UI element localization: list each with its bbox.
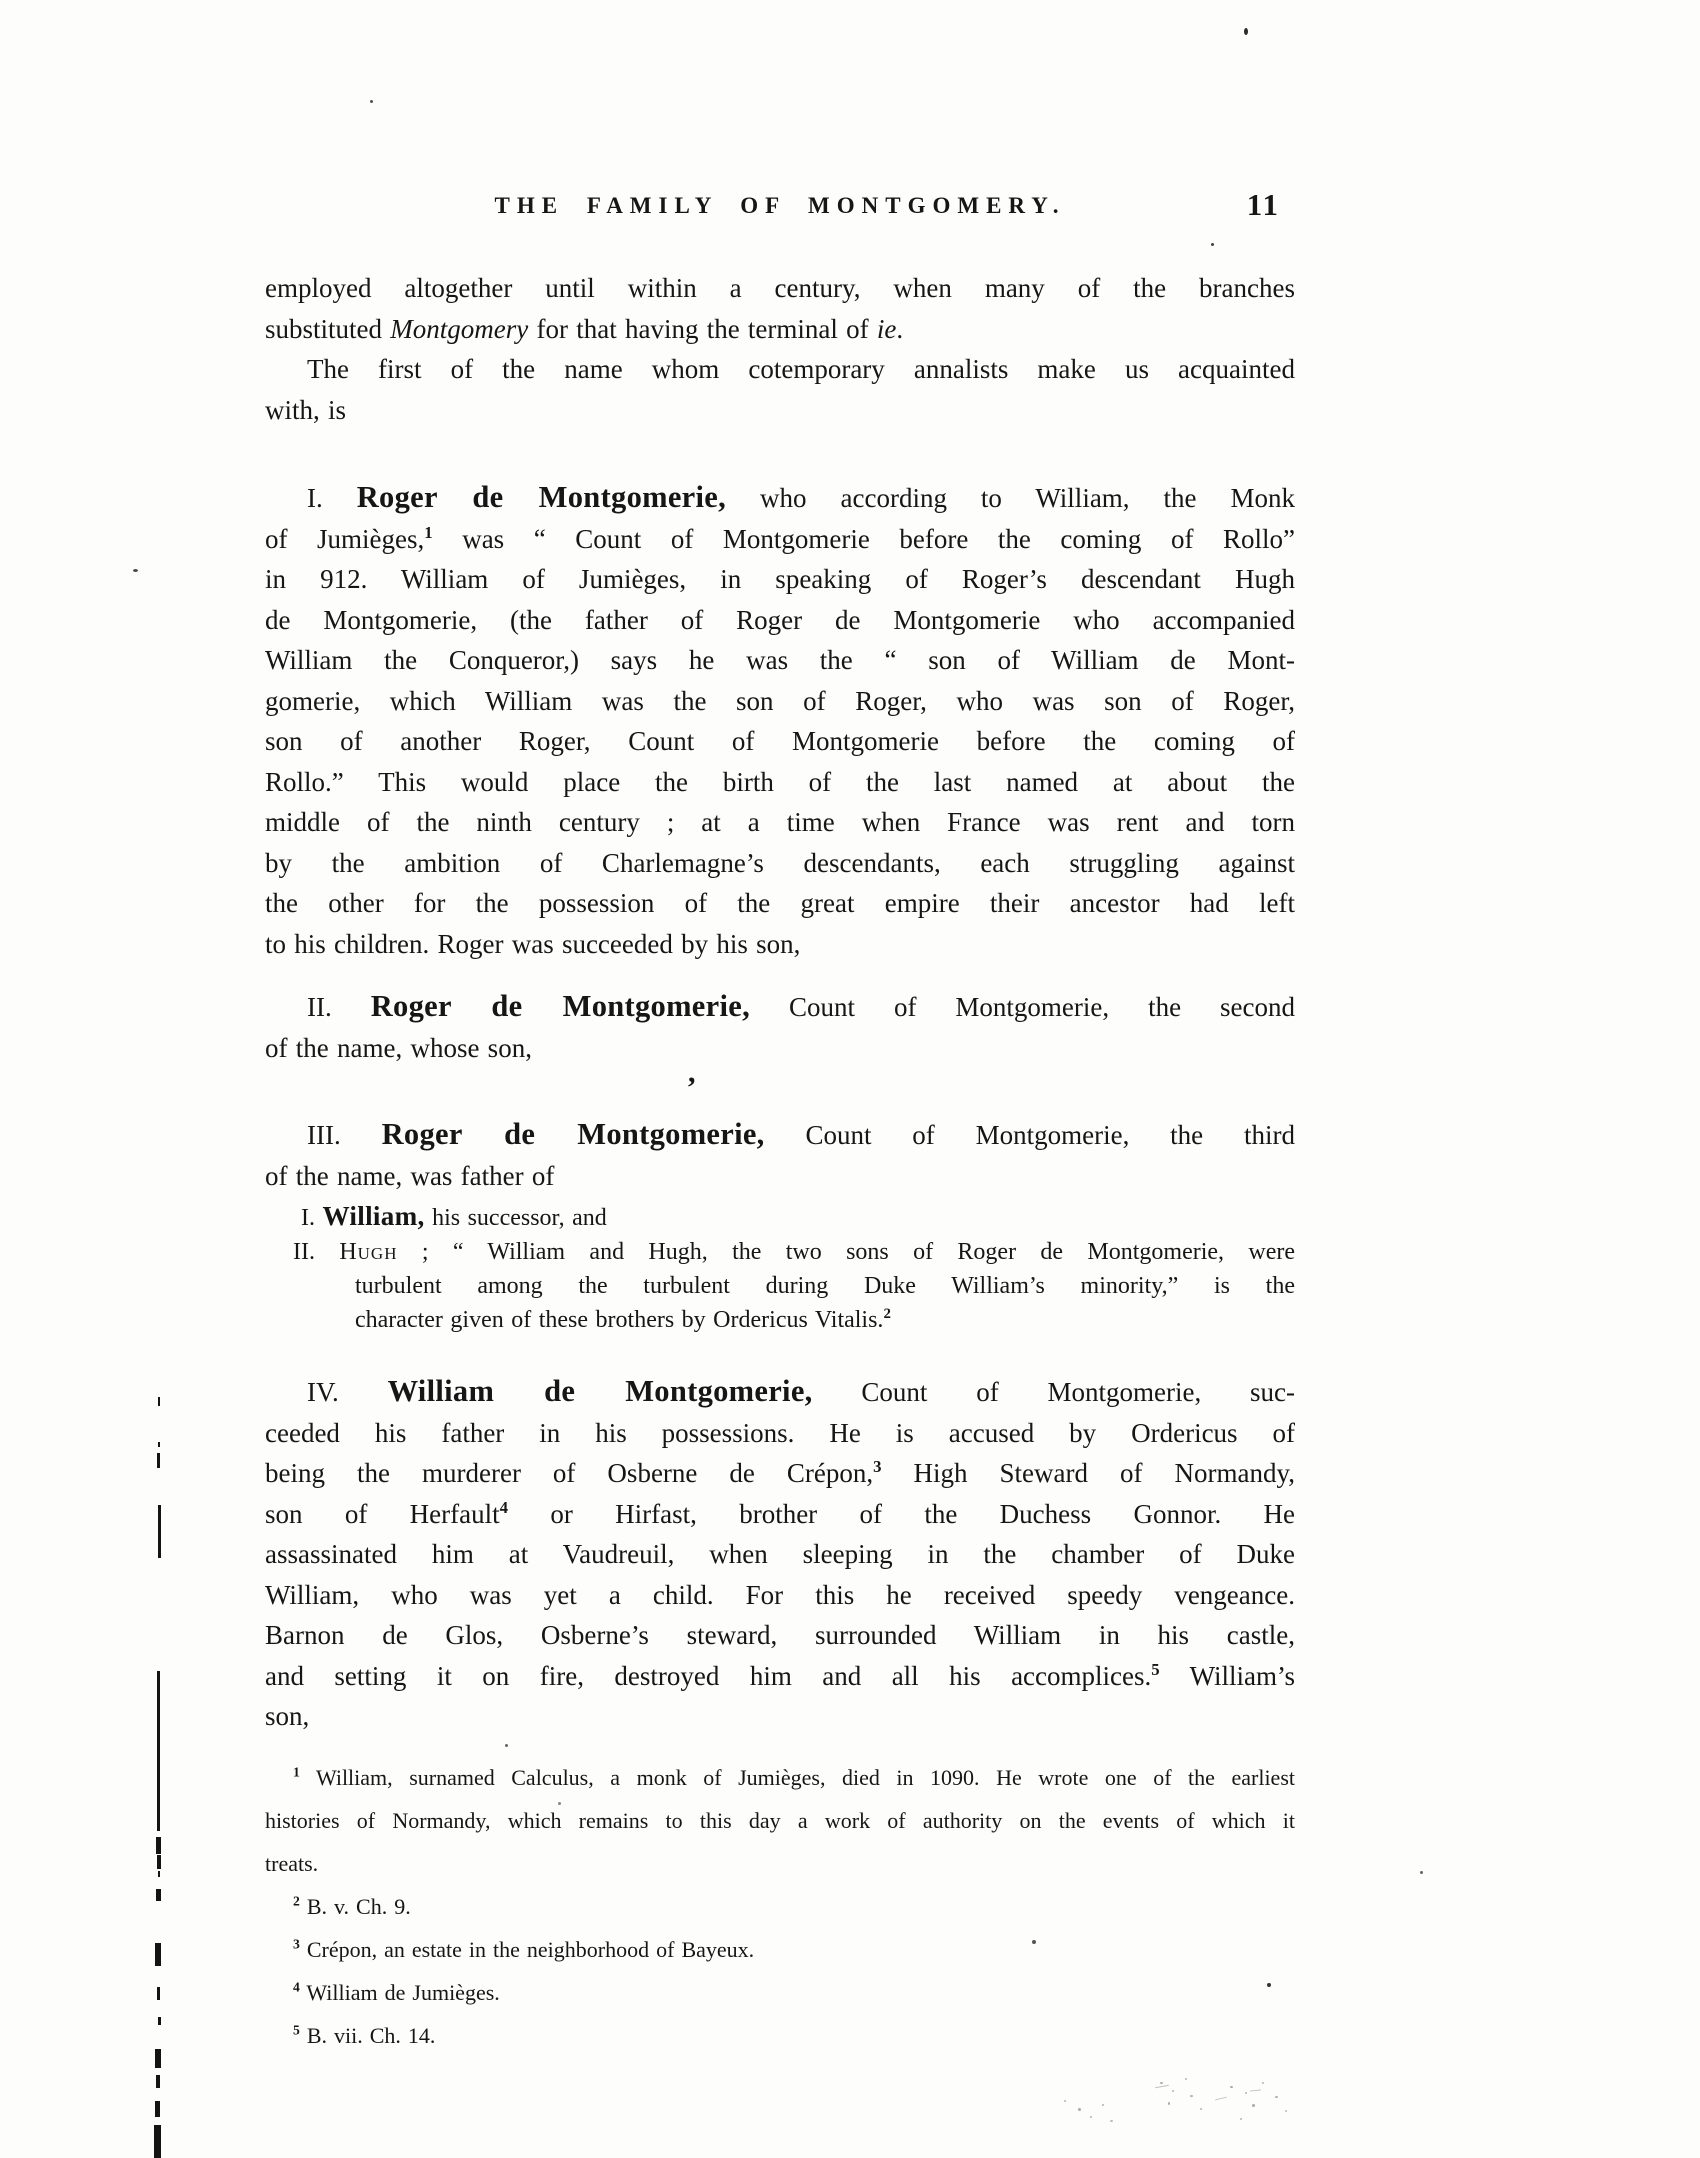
section-4-william-de-montgomerie: [265, 1371, 1295, 1737]
edge-mark: [156, 2075, 160, 2088]
text-run: his successor, and: [424, 1205, 607, 1231]
text-run: William’s: [1159, 1660, 1295, 1691]
text-line: [265, 1615, 1295, 1656]
text-run: Rollo.” This would place the birth of the last named at about the: [265, 766, 1295, 797]
text-run: the other for the possession of the great empire their ancestor had left: [265, 888, 1295, 918]
text-run: son of Herfault: [265, 1498, 500, 1529]
text-line: [265, 1885, 1295, 1928]
text-run: I.: [301, 1205, 323, 1231]
text-line: [265, 1656, 1295, 1697]
text-column: [265, 187, 1296, 2057]
edge-mark: [157, 1855, 161, 1869]
text-run: William the Conqueror,) says he was the “ son of William de Mont-: [265, 645, 1295, 675]
text-run: son,: [265, 1701, 310, 1731]
text-run: of the name, was father of: [265, 1160, 555, 1191]
text-run: for that having the terminal of: [528, 313, 877, 344]
pencil-dot: [1078, 2108, 1081, 2111]
pencil-dot: [1262, 2082, 1264, 2084]
ink-speck: [370, 100, 373, 103]
edge-mark: [157, 1987, 160, 2000]
edge-mark: [155, 2101, 160, 2117]
text-line: [265, 721, 1295, 762]
text-line: [265, 1534, 1295, 1575]
text-run: treats.: [265, 1850, 319, 1876]
text-run: with, is: [265, 394, 347, 425]
text-line: [265, 986, 1295, 1028]
text-run: III.: [307, 1120, 382, 1150]
text-run: Roger de Montgomerie,: [370, 989, 751, 1023]
text-line: [265, 559, 1295, 600]
text-line: [265, 640, 1295, 681]
section-2-roger-de-montgomerie: [265, 986, 1295, 1068]
text-run: William,: [322, 1201, 425, 1231]
pencil-dot: [1230, 2086, 1233, 2088]
pencil-dot: [1185, 2078, 1187, 2080]
text-run: B. vii. Ch. 14.: [299, 2022, 436, 2048]
text-run: histories of Normandy, which remains to this day a work of authority on the events of which it: [265, 1807, 1295, 1833]
text-run: II.: [293, 1239, 340, 1265]
text-run: of Jumièges,: [265, 523, 425, 554]
text-line: [265, 519, 1295, 560]
running-title: THE FAMILY OF MONTGOMERY.: [494, 193, 1066, 218]
text-line: [265, 1842, 1295, 1885]
text-line: [265, 1494, 1295, 1535]
text-line: [265, 1114, 1295, 1156]
edge-mark: [158, 1442, 160, 1447]
pencil-dot: [1245, 2092, 1247, 2094]
pencil-dot: [1252, 2104, 1255, 2107]
text-line: [293, 1303, 1295, 1337]
text-run: Montgomery: [390, 313, 529, 344]
text-line: [265, 600, 1295, 641]
text-run: Roger de Montgomerie,: [356, 480, 727, 514]
ink-speck: [1420, 1871, 1423, 1874]
text-run: ie: [876, 313, 897, 344]
text-line: [265, 268, 1295, 309]
text-run: ceeded his father in his possessions. He is accused by Ordericus of: [265, 1417, 1295, 1448]
text-run: son of another Roger, Count of Montgomerie before the coming of: [265, 726, 1295, 756]
text-run: .: [896, 313, 904, 344]
edge-mark: [158, 2017, 161, 2025]
text-run: Count of Montgomerie, suc-: [812, 1377, 1295, 1407]
pencil-stroke: [1215, 2097, 1227, 2101]
page-header: [265, 187, 1295, 233]
text-run: assassinated him at Vaudreuil, when sleeping in the chamber of Duke: [265, 1539, 1295, 1569]
footnote-marker: 4: [293, 1979, 300, 1995]
section-1-roger-de-montgomerie: [265, 477, 1295, 964]
pencil-dot: [1200, 2108, 1202, 2110]
footnotes: [265, 1756, 1295, 2057]
text-run: William de Montgomerie,: [387, 1374, 813, 1408]
text-run: in 912. William of Jumièges, in speaking of Roger’s descendant Hugh: [265, 564, 1295, 594]
text-line: [265, 1799, 1295, 1842]
pencil-dot: [1275, 2096, 1278, 2098]
pencil-stroke: [1155, 2085, 1169, 2088]
edge-mark: [155, 1943, 161, 1966]
ink-speck: [1244, 28, 1248, 35]
footnote-marker: 3: [293, 1936, 300, 1952]
footnote-marker: 2: [293, 1893, 300, 1909]
footnote-marker: 1: [293, 1764, 300, 1780]
ink-speck: [133, 569, 138, 572]
text-line: [265, 1156, 1295, 1197]
pencil-stroke: [1250, 2089, 1261, 2091]
text-line: [265, 1575, 1295, 1616]
text-run: Barnon de Glos, Osberne’s steward, surrounded William in his castle,: [265, 1620, 1295, 1650]
text-run: I.: [307, 483, 357, 513]
text-line: [265, 2014, 1295, 2057]
text-run: William, surnamed Calculus, a monk of Jumièges, died in 1090. He wrote one of the earliest: [299, 1764, 1295, 1790]
text-run: ; “ William and Hugh, the two sons of Roger de Montgomerie, were: [397, 1239, 1296, 1265]
text-run: William de Jumièges.: [299, 1979, 500, 2005]
text-run: turbulent among the turbulent during Duke William’s minority,” is the: [355, 1273, 1295, 1299]
pencil-dot: [1168, 2102, 1170, 2105]
text-run: by the ambition of Charlemagne’s descendants, each struggling against: [265, 847, 1295, 878]
page-number: 11: [1246, 187, 1280, 222]
text-run: Roger de Montgomerie,: [381, 1117, 765, 1151]
text-run: character given of these brothers by Ordericus Vitalis.: [355, 1307, 884, 1333]
text-run: was “ Count of Montgomerie before the coming of Rollo”: [432, 523, 1295, 554]
pencil-dot: [1190, 2095, 1193, 2097]
text-line: [265, 1453, 1295, 1494]
children-list: [293, 1199, 1295, 1337]
stray-comma-mark: ,: [688, 1056, 696, 1089]
text-line: [265, 802, 1295, 843]
text-line: [265, 1756, 1295, 1799]
pencil-dot: [1102, 2104, 1104, 2106]
footnote-marker: 2: [883, 1306, 891, 1322]
text-line: [265, 1028, 1295, 1069]
edge-mark: [155, 2049, 161, 2068]
edge-mark: [156, 1889, 161, 1901]
footnote-marker: 3: [873, 1457, 882, 1476]
footnote-marker: 5: [1151, 1659, 1160, 1679]
edge-mark: [158, 1397, 160, 1406]
text-line: [265, 762, 1295, 803]
text-run: High Steward of Normandy,: [881, 1458, 1295, 1488]
edge-mark: [157, 1671, 160, 1831]
text-line: [293, 1235, 1295, 1269]
text-run: to his children. Roger was succeeded by his son,: [265, 928, 801, 959]
text-run: William, who was yet a child. For this he received speedy vengeance.: [265, 1579, 1295, 1610]
pencil-dot: [1285, 2110, 1287, 2112]
pencil-dot: [1110, 2120, 1113, 2122]
text-run: or Hirfast, brother of the Duchess Gonnor. He: [508, 1498, 1296, 1529]
text-run: IV.: [307, 1377, 388, 1407]
text-run: gomerie, which William was the son of Roger, who was son of Roger,: [265, 685, 1295, 716]
intro-paragraphs: [265, 268, 1295, 430]
text-line: [293, 1199, 1295, 1235]
edge-mark: [157, 1453, 160, 1468]
edge-mark: [156, 1837, 161, 1854]
text-run: substituted: [265, 313, 391, 344]
text-run: Count of Montgomerie, the second: [750, 992, 1296, 1022]
text-run: Crépon, an estate in the neighborhood of Bayeux.: [299, 1936, 755, 1962]
edge-mark: [154, 2125, 161, 2158]
footnote-marker: 1: [424, 522, 433, 542]
text-run: Hugh: [339, 1239, 398, 1265]
text-run: employed altogether until within a century, when many of the branches: [265, 273, 1295, 303]
text-line: [265, 1371, 1295, 1413]
text-line: [293, 1269, 1295, 1303]
text-line: [265, 349, 1295, 390]
text-line: [265, 924, 1295, 965]
text-line: [265, 1971, 1295, 2014]
pencil-dot: [1240, 2118, 1242, 2120]
text-run: de Montgomerie, (the father of Roger de Montgomerie who accompanied: [265, 604, 1295, 635]
text-run: Count of Montgomerie, the third: [764, 1120, 1295, 1150]
text-run: II.: [307, 992, 371, 1022]
pencil-dot: [1172, 2090, 1174, 2092]
footnote-marker: 5: [293, 2022, 300, 2038]
text-line: [265, 883, 1295, 924]
text-line: [265, 309, 1295, 350]
edge-mark: [158, 1871, 160, 1877]
pencil-dot: [1160, 2082, 1163, 2084]
edge-mark: [158, 1505, 161, 1558]
text-line: [265, 843, 1295, 884]
pencil-dot: [1090, 2116, 1092, 2118]
text-run: of the name, whose son,: [265, 1032, 532, 1063]
section-3-roger-de-montgomerie: [265, 1114, 1295, 1196]
text-run: who according to William, the Monk: [726, 483, 1295, 513]
text-line: [265, 1413, 1295, 1454]
text-line: [265, 477, 1295, 519]
text-run: The first of the name whom cotemporary annalists make us acquainted: [307, 354, 1295, 384]
pencil-dot: [1064, 2100, 1066, 2102]
footnote-marker: 4: [499, 1497, 508, 1517]
text-line: [265, 390, 1295, 431]
text-line: [265, 1928, 1295, 1971]
text-line: [265, 1696, 1295, 1737]
text-line: [265, 681, 1295, 722]
text-run: and setting it on fire, destroyed him and all his accomplices.: [265, 1660, 1152, 1691]
text-run: B. v. Ch. 9.: [299, 1893, 411, 1919]
text-run: being the murderer of Osberne de Crépon,: [265, 1458, 874, 1488]
text-run: middle of the ninth century ; at a time when France was rent and torn: [265, 807, 1295, 837]
